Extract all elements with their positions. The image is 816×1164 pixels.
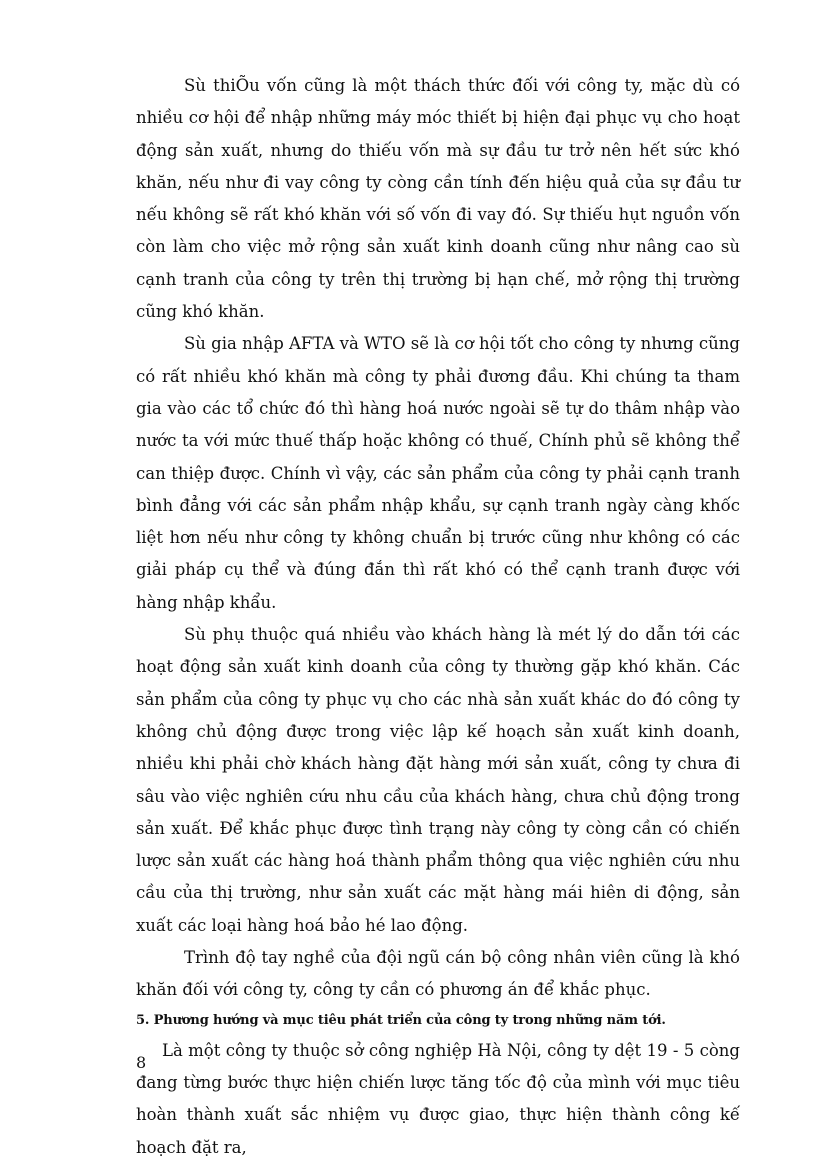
document-body xyxy=(136,70,740,1164)
paragraph-customer-dependence: Sù phụ thuộc quá nhiều vào khách hàng là mét lý do dẫn tới các hoạt động sản xuất kinh doanh của công ty thường gặp khó khăn. Các sản phẩm của công ty phục vụ cho các nhà sản xuất khác do đó công ty không chủ động được trong việc lập kế hoạch sản xuất kinh doanh, nhiều khi phải chờ khách hàng đặt hàng mới sản xuất, công ty chưa đi sâu vào việc nghiên cứu nhu cầu của khách hàng, chưa chủ động trong sản xuất. Để khắc phục được tình trạng này công ty còng cần có chiến lược sản xuất các hàng hoá thành phẩm thông qua việc nghiên cứu nhu cầu của thị trường, như sản xuất các mặt hàng mái hiên di động, sản xuất các loại hàng hoá bảo hé lao động. xyxy=(136,625,740,935)
paragraph-workforce-skill: Trình độ tay nghề của đội ngũ cán bộ công nhân viên cũng là khó khăn đối với công ty, công ty cần có phương án để khắc phục. xyxy=(136,948,740,1000)
paragraph-afta-wto: Sù gia nhập AFTA và WTO sẽ là cơ hội tốt cho công ty nhưng cũng có rất nhiều khó khăn mà công ty phải đương đầu. Khi chúng ta tham gia vào các tổ chức đó thì hàng hoá nước ngoài sẽ tự do thâm nhập vào nước ta với mức thuế thấp hoặc không có thuế, Chính phủ sẽ không thể can thiệp được. Chính vì vậy, các sản phẩm của công ty phải cạnh tranh bình đẳng với các sản phẩm nhập khẩu, sự cạnh tranh ngày càng khốc liệt hơn nếu như công ty không chuẩn bị trước cũng như không có các giải pháp cụ thể và đúng đắn thì rất khó có thể cạnh tranh được với hàng nhập khẩu. xyxy=(136,334,740,612)
paragraph-capital-shortage: Sù thiÕu vốn cũng là một thách thức đối với công ty, mặc dù có nhiều cơ hội để nhập những máy móc thiết bị hiện đại phục vụ cho hoạt động sản xuất, nhưng do thiếu vốn mà sự đầu tư trở nên hết sức khó khăn, nếu như đi vay công ty còng cần tính đến hiệu quả của sự đầu tư nếu không sẽ rất khó khăn với số vốn đi vay đó. Sự thiếu hụt nguồn vốn còn làm cho việc mở rộng sản xuất kinh doanh cũng như nâng cao sù cạnh tranh của công ty trên thị trường bị hạn chế, mở rộng thị trường cũng khó khăn. xyxy=(136,76,740,322)
page-number: 8 xyxy=(136,1053,147,1072)
paragraph-company-direction: Là một công ty thuộc sở công nghiệp Hà Nội, công ty dệt 19 - 5 còng đang từng bước thực hiện chiến lược tăng tốc độ của mình với mục tiêu hoàn thành xuất sắc nhiệm vụ được giao, thực hiện thành công kế hoạch đặt ra, xyxy=(136,1040,740,1157)
section-heading: 5. Phương hướng và mục tiêu phát triển của công ty trong những năm tới. xyxy=(136,1012,666,1028)
